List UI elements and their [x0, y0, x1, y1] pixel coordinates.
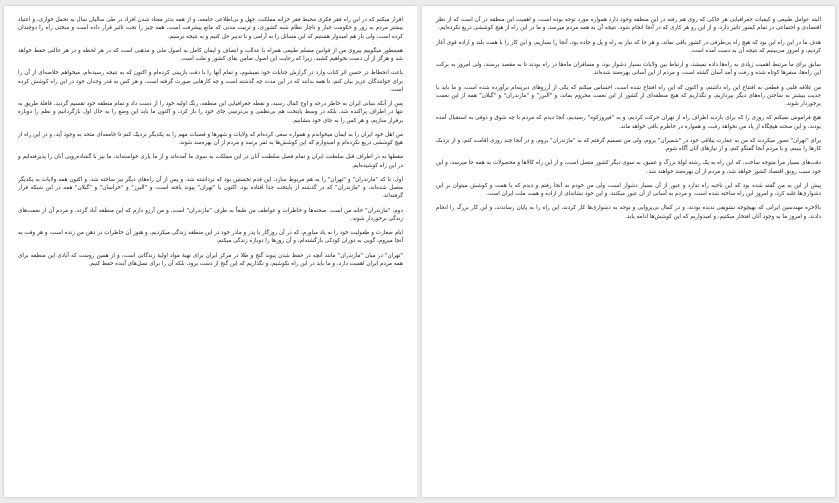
paragraph: سابق برای ما مرتبط اهمیت زیادی به راه‌ها داده نمیشد، و ارتباط بین ولایات بسیار دشوار بود، و مسافران ماه‌ها در راه بودند تا به مقصد برسند، ولی امروز به برکت این راه‌ها، سفرها کوتاه شده و رفت و آمد آسان گشته است، و مردم از این آسانی بهره‌مند شده‌اند.	[436, 62, 821, 77]
paragraph: باعث انحطاط در حسن اثر کتاب وارد در گزارش جنایات خود نمیشوم، و تمام آنها را با دقت بازبینی کرده‌ام و اکنون که به نتیجه رسیده‌ام، میخواهم خلاصه‌ای از آن را برای خوانندگان عزیز بیان کنم، تا همه بدانند که در این مدت چه گذشته است و چه کارهایی صورت گرفته است، و هر کس به قدر وجدان خود در این راه کوشش کرده است.	[18, 70, 403, 93]
paragraph: مقطها به در اطراف قبل سلطنت ایران و تمام فصل سلطنت آنان در این مملکت به سوی ما آمده‌اند و از ما یاری خواسته‌اند، ما نیز با گشاده‌رویی آنان را پذیرفته‌ایم و در این راه کوشیده‌ایم.	[18, 154, 403, 169]
paragraph: من علاقه قلبی و قطعی به افتتاح این راه داشتم، و اکنون که این راه افتتاح شده است، احساس میکنم که یکی از آرزوهای دیرینه‌ام برآورده شده است، و ما باید با جدیت بیشتر به ساختن راه‌های دیگر بپردازیم، و نگذاریم که هیچ منطقه‌ای از کشور از این نعمت محروم بماند، و "البرز" و "مازندران" و "گیلان" همه از این نعمت برخوردار شوند.	[436, 84, 821, 107]
paragraph: اول، تا که "مازندران" و "تهران" را به هم مربوط سازد، این قدم نخستین بود که برداشته شد، و پس از آن راه‌های دیگر نیز ساخته شد، و اکنون همه ولایات به یکدیگر متصل شده‌اند، و "مازندران" که در گذشته از پایتخت جدا افتاده بود، اکنون با "تهران" پیوند یافته است، و "البرز" و "خراسان" و "گیلان" همه در این شبکه قرار گرفته‌اند.	[18, 176, 403, 200]
paragraph: البته عوامل طبیعی و کیفیات جغرافیایی هر خاکی که روی هم رفته در این منطقه وجود دارد همواره مورد توجه بوده است، و اهمیت این منطقه در آن است که از نظر اقتصادی و اجتماعی در تمام کشور تاثیر دارد، و از این رو هر کاری که در آنجا انجام شود، نتیجه آن به همه مردم میرسد، و ما در این راه از هیچ کوششی دریغ نکرده‌ایم.	[436, 17, 821, 32]
paragraph: ایام صغارت و طفولیت خود را به یاد میاورم، که در آن روزگار با پدر و مادر خود در این منطقه زندگی میکردیم، و هنوز آن خاطرات در ذهن من زنده است، و هر وقت به آنجا میروم، گویی به دوران کودکی بازگشته‌ام، و آن روزها را دوباره زندگی میکنم.	[18, 230, 403, 245]
right-page	[422, 6, 835, 497]
paragraph: دوم، "مازندران" خانه من است. صحنه‌ها و خاطرات و عواطف من طبعاً به طرف "مازندران" است، و من آرزو دارم که این منطقه آباد گردد، و مردم آن از نعمت‌های زندگی برخوردار شوند.	[18, 207, 403, 222]
paragraph: دقت‌های بسیار مرا متوجه ساخت، که این راه به یک رشته لولهٔ بزرگ و عمیق، به سوی دیگر کشور متصل است، و از این راه کالاها و محصولات به همه جا میرسد، و این خود سبب رونق اقتصاد کشور خواهد شد، و مردم از آن بهره‌مند خواهند شد.	[435, 160, 821, 175]
paragraph: بالاخره مهندسین ایرانی که بهیچوجه تشویقی ندیده بودند، و در کمال بی‌پروایی و توجه به دشواری‌ها کار کردند، این راه را به پایان رساندند، و این کار بزرگ را انجام دادند، و امروز ما به وجود آنان افتخار میکنیم، و امیدواریم که این کوشش‌ها ادامه یابد.	[436, 205, 821, 220]
paragraph: برای "تهران" تصور میکردند که من به عمارت ییلاقی خود در "شمیران" بروم، ولی من تصمیم گرفتم که به "مازندران" بروم، و در آنجا چند روزی اقامت کنم، و از نزدیک کارها را ببینم، و با مردم آنجا گفتگو کنم، و از نیازهای آنان آگاه شوم.	[436, 137, 821, 152]
paragraph: همینطور میگوییم پیروی من از قوانین مسلم طبیعی همراه با عدالت و انصاف و ایمان کامل به اصول ملی و مذهبی است که در هر لحظه و در هر حالتی حفظ خواهد شد و هرگز از آن دست نخواهیم کشید، زیرا که رعایت این اصول ضامن بقای کشور و ملت است.	[18, 47, 403, 62]
paragraph: پس از آنکه بنیانی ایران به خاطر درجه و اوج کمال رسید، و نقطه جغرافیایی این منطقه، رنگ اولیه خود را از دست داد و تمام منطقه خود تقسیم گردید، قافلهٔ طریق به تنها در اطراف پراکنده شد، بلکه در وسط پایتخت هم بی‌نظمی و بی‌ترتیبی جای خود را باز کرد، و اکنون ما باید این وضع را به حال اول بازگردانیم و نظم را دوباره برقرار سازیم، و هر کس را به جای خود بنشانیم.	[18, 101, 403, 124]
paragraph: اقرار میکنم که در این راه فقر فکری محیط فقر خزانه مملکت، جهل و بی‌اطلاعی جامعه، و از همه بدتر معتاد شدن افراد در طی سالیان سال به تحمل خواری، و اعتیاد بیشتر مردم به زور و حکومت جبار و ناچار نظام شبه کشوری، و تربیت مدنی که مانع پیشرفت است، همه چیز را تحت تاثیر قرار داده است و سختی راه را دوچندان کرده است، ولی باز هم امیدوار هستیم که این مسائل را به آرامی و با تدبیر حل کنیم و به نتیجه برسیم.	[18, 17, 403, 40]
left-page	[4, 6, 417, 497]
paragraph: "تهران" در میان "مازندران" مانند آنچه در حفظ شدن پیوند گنج و طلا در مرکز ایران برای تهیهٔ مواد اولیهٔ زندگانی است، و از همین روست که آبادی این منطقه برای همه مردم ایران اهمیت دارد، و ما باید در این راه بکوشیم، و نگذاریم که این گنج از دست برود، بلکه آن را برای نسل‌های آینده حفظ کنیم.	[18, 252, 403, 267]
paragraph: من اهل خود ایران را به ایمان میخواندم و همواره سعی کرده‌ام که ولایات و شهرها و قصبات مهم را به یکدیگر نزدیک کنم تا جامعه‌ای متحد به وجود آید، و در این راه از هیچ کوششی دریغ نکرده‌ام و امیدوارم که این کوشش‌ها به ثمر برسد و مردم از آن بهره‌مند شوند.	[18, 131, 403, 146]
paragraph: هدف ما در این راه این بود که هیچ راه بی‌طرفی در کشور باقی نماند، و هر جا که نیاز به راه و پل و جاده بود، آنجا را بسازیم، و این کار را با همت بلند و اراده قوی آغاز کردیم، و امروز می‌بینیم که نتیجه آن به دست آمده است.	[436, 39, 821, 54]
paragraph: هیچ فراموش نمیکنم که روزی را که برای بازدید اطراف راه از تهران حرکت کردیم، و به "فیروزکوه" رسیدیم، آنجا دیدم که مردم با چه شوق و ذوقی به استقبال آمده بودند، و این صحنه هیچگاه از یاد من نخواهد رفت، و همواره در خاطرم باقی خواهد ماند.	[436, 115, 821, 130]
paragraph: پیش از این به من گفته شده بود که این ناحیه راه ندارد و عبور از آن بسیار دشوار است، ولی من خودم به آنجا رفتم و دیدم که با همت و کوشش میتوان بر این دشواری‌ها غلبه کرد، و امروز این راه ساخته شده است، و مردم به آسانی از آن عبور میکنند، و این خود نشانه‌ای از اراده و همت ملت ایران است.	[436, 182, 821, 197]
